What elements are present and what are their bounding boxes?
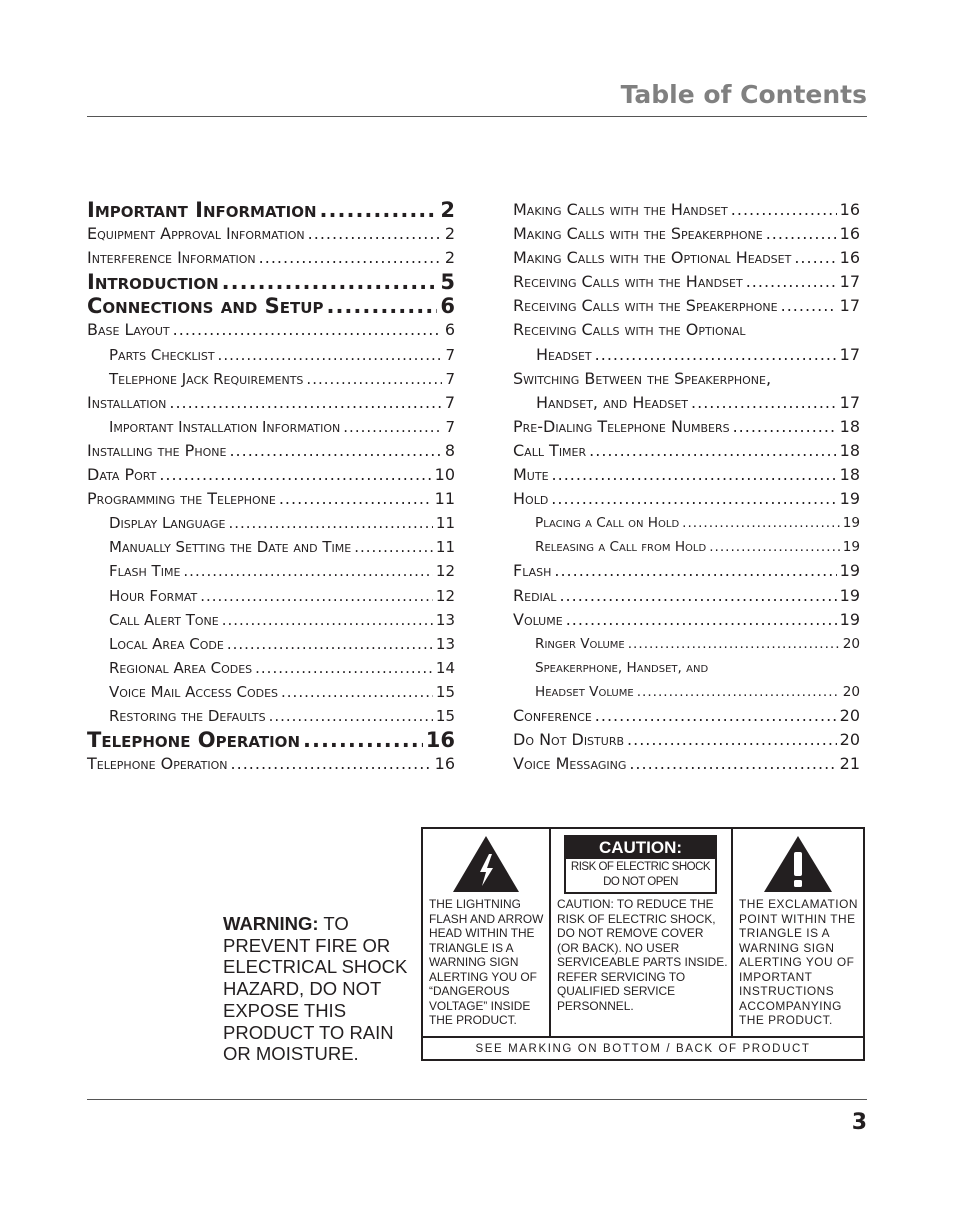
toc-entry-title: Do Not Disturb xyxy=(513,730,625,750)
toc-entry xyxy=(513,584,860,608)
toc-leader-dots xyxy=(227,632,433,656)
toc-entry xyxy=(513,535,860,559)
toc-leader-dots xyxy=(554,559,836,583)
caution-subtext xyxy=(566,859,715,892)
toc-entry-page: 6 xyxy=(440,294,455,319)
toc-entry xyxy=(87,608,455,632)
toc-leader-dots xyxy=(320,198,438,222)
toc-entry-title: Telephone Operation xyxy=(87,728,300,753)
toc-entry-title: Hold xyxy=(513,489,549,509)
toc-entry xyxy=(87,535,455,559)
toc-entry xyxy=(87,632,455,656)
page-number: 3 xyxy=(851,1110,867,1135)
toc-entry xyxy=(87,559,455,583)
toc-entry-page: 2 xyxy=(444,224,455,244)
toc-leader-dots xyxy=(279,487,432,511)
toc-entry-title: Handset, and Headset xyxy=(536,392,689,412)
toc-entry-title: Connections and Setup xyxy=(87,294,324,319)
toc-leader-dots xyxy=(637,680,840,704)
toc-leader-dots xyxy=(627,728,837,752)
toc-entry xyxy=(513,728,860,752)
toc-entry-page: 8 xyxy=(444,440,455,460)
toc-leader-dots xyxy=(709,535,840,559)
toc-entry-page: 12 xyxy=(435,562,455,581)
toc-entry-title: Volume xyxy=(513,609,563,629)
exclamation-panel-text: THE EXCLAMATION POINT WITHIN THE TRIANGLE IS A WARNING SIGN ALERTING YOU OF IMPORTANT INSTRUCTIONS ACCOMPANYING THE PRODUCT. xyxy=(739,897,858,1027)
toc-entry-page: 16 xyxy=(434,754,455,774)
toc-entry xyxy=(87,343,455,367)
toc-entry-title: Regional Area Codes xyxy=(109,658,253,677)
toc-leader-dots xyxy=(303,728,423,752)
toc-entry xyxy=(87,294,455,318)
toc-entry-title: Receiving Calls with the Optional xyxy=(513,320,746,340)
toc-entry-title: Placing a Call on Hold xyxy=(535,515,680,532)
toc-entry-page: 16 xyxy=(839,224,860,244)
toc-entry xyxy=(87,728,455,752)
toc-entry-title: Interference Information xyxy=(87,248,256,268)
toc-entry xyxy=(513,439,860,463)
toc-entry-page: 17 xyxy=(839,296,860,316)
toc-entry-page: 7 xyxy=(445,417,455,436)
toc-entry xyxy=(513,391,860,415)
toc-entry-page: 16 xyxy=(839,200,860,219)
toc-entry xyxy=(87,391,455,415)
toc-leader-dots xyxy=(733,415,837,439)
toc-entry-title: Pre-Dialing Telephone Numbers xyxy=(513,416,730,436)
toc-entry-title: Switching Between the Speakerphone, xyxy=(513,368,772,388)
caution-label-box xyxy=(564,835,717,894)
caution-sub-line-2: DO NOT OPEN xyxy=(603,876,678,888)
toc-leader-dots xyxy=(229,439,441,463)
header-rule xyxy=(87,116,867,117)
toc-leader-dots xyxy=(731,198,837,222)
toc-entry xyxy=(513,511,860,535)
toc-entry xyxy=(87,198,455,222)
toc-entry-title: Redial xyxy=(513,585,557,605)
toc-entry xyxy=(513,318,860,342)
toc-entry-title: Call Timer xyxy=(513,440,587,460)
toc-entry-title: Call Alert Tone xyxy=(109,610,219,629)
toc-entry xyxy=(87,511,455,535)
toc-entry-title: Voice Mail Access Codes xyxy=(109,682,279,701)
toc-entry-title: Making Calls with the Optional Headset xyxy=(513,248,792,268)
exclamation-triangle-icon xyxy=(762,834,834,894)
toc-entry-title: Important Installation Information xyxy=(109,417,341,436)
caution-panel xyxy=(551,829,733,1036)
toc-entry xyxy=(513,198,860,222)
toc-leader-dots xyxy=(559,584,836,608)
toc-entry-title: Speakerphone, Handset, and xyxy=(535,659,709,676)
toc-entry-page: 19 xyxy=(839,489,860,509)
toc-entry-title: Data Port xyxy=(87,465,157,485)
toc-leader-dots xyxy=(566,608,837,632)
toc-leader-dots xyxy=(682,511,840,535)
toc-leader-dots xyxy=(343,415,442,439)
toc-entry-page: 20 xyxy=(839,705,860,725)
toc-leader-dots xyxy=(173,318,442,342)
toc-entry-page: 18 xyxy=(839,465,860,485)
toc-entry xyxy=(87,752,455,776)
toc-entry-page: 6 xyxy=(444,320,455,340)
toc-entry-title: Mute xyxy=(513,465,549,485)
toc-entry-page: 2 xyxy=(444,248,455,268)
toc-leader-dots xyxy=(628,632,840,656)
toc-entry-title: Important Information xyxy=(87,198,317,222)
toc-leader-dots xyxy=(281,680,433,704)
toc-leader-dots xyxy=(159,463,431,487)
toc-entry xyxy=(513,487,860,511)
toc-entry-title: Making Calls with the Speakerphone xyxy=(513,224,763,244)
toc-leader-dots xyxy=(354,535,433,559)
toc-leader-dots xyxy=(231,752,432,776)
toc-entry-page: 2 xyxy=(440,198,455,222)
toc-leader-dots xyxy=(222,608,433,632)
warning-label: WARNING: xyxy=(223,913,319,934)
toc-entry-page: 5 xyxy=(440,270,455,295)
toc-entry-title: Restoring the Defaults xyxy=(109,706,266,725)
caution-sub-line-1: RISK OF ELECTRIC SHOCK xyxy=(570,861,711,873)
toc-entry-page: 11 xyxy=(435,538,455,557)
toc-entry-title: Introduction xyxy=(87,270,219,295)
toc-entry-title: Installation xyxy=(87,392,167,412)
toc-entry xyxy=(513,415,860,439)
toc-entry-page: 18 xyxy=(839,416,860,436)
toc-leader-dots xyxy=(306,367,442,391)
toc-entry xyxy=(87,584,455,608)
toc-entry xyxy=(87,222,455,246)
warning-notice xyxy=(223,913,418,1065)
toc-entry-title: Equipment Approval Information xyxy=(87,224,305,244)
lightning-panel-text: THE LIGHTNING FLASH AND ARROW HEAD WITHIN THE TRIANGLE IS A WARNING SIGN ALERTING YOU OF “DANGEROUS VOLTAGE” INSIDE THE PRODUCT. xyxy=(429,897,544,1027)
toc-entry-title: Headset xyxy=(536,344,592,364)
toc-entry-page: 19 xyxy=(839,609,860,629)
toc-entry-title: Manually Setting the Date and Time xyxy=(109,538,352,557)
exclamation-panel xyxy=(733,829,863,1036)
toc-leader-dots xyxy=(255,656,433,680)
toc-entry-title: Receiving Calls with the Handset xyxy=(513,272,743,292)
toc-entry-page: 17 xyxy=(839,392,860,412)
toc-entry xyxy=(513,704,860,728)
toc-leader-dots xyxy=(551,487,836,511)
toc-leader-dots xyxy=(200,584,433,608)
toc-entry-page: 12 xyxy=(435,586,455,605)
toc-leader-dots xyxy=(552,463,837,487)
toc-entry-page: 17 xyxy=(839,272,860,292)
toc-entry-title: Flash xyxy=(513,561,552,581)
toc-entry-title: Voice Messaging xyxy=(513,754,627,774)
toc-entry xyxy=(87,704,455,728)
toc-entry-page: 19 xyxy=(842,539,860,556)
caution-footer: SEE MARKING ON BOTTOM / BACK OF PRODUCT xyxy=(423,1036,863,1059)
toc-entry-page: 13 xyxy=(435,610,455,629)
toc-entry-page: 18 xyxy=(839,440,860,460)
toc-leader-dots xyxy=(794,246,836,270)
toc-entry-title: Programming the Telephone xyxy=(87,489,276,509)
toc-entry-title: Making Calls with the Handset xyxy=(513,200,728,219)
toc-leader-dots xyxy=(169,391,441,415)
toc-leader-dots xyxy=(259,246,442,270)
toc-entry xyxy=(513,632,860,656)
toc-entry-page: 7 xyxy=(445,345,455,364)
toc-entry-title: Ringer Volume xyxy=(535,635,625,652)
toc-leader-dots xyxy=(218,343,443,367)
toc-entry xyxy=(87,487,455,511)
toc-entry xyxy=(513,608,860,632)
toc-entry xyxy=(87,439,455,463)
toc-leader-dots xyxy=(589,439,836,463)
toc-entry-page: 20 xyxy=(839,730,860,750)
toc-leader-dots xyxy=(222,270,438,294)
toc-entry xyxy=(87,415,455,439)
toc-entry xyxy=(513,656,860,680)
toc-leader-dots xyxy=(183,559,433,583)
toc-entry-page: 14 xyxy=(435,658,455,677)
caution-panel-text: CAUTION: TO REDUCE THE RISK OF ELECTRIC SHOCK, DO NOT REMOVE COVER (OR BACK). NO USER SERVICEABLE PARTS INSIDE. REFER SERVICING TO QUALIFIED SERVICE PERSONNEL. xyxy=(557,897,728,1013)
toc-entry-title: Base Layout xyxy=(87,320,170,340)
toc-entry xyxy=(513,463,860,487)
toc-entry-page: 19 xyxy=(839,585,860,605)
warning-text: TO PREVENT FIRE OR ELECTRICAL SHOCK HAZARD, DO NOT EXPOSE THIS PRODUCT TO RAIN OR MOISTURE. xyxy=(223,913,408,1065)
toc-entry-title: Installing the Phone xyxy=(87,440,227,460)
toc-leader-dots xyxy=(746,270,837,294)
toc-entry-page: 20 xyxy=(842,683,860,700)
toc-entry-title: Hour Format xyxy=(109,586,198,605)
toc-entry xyxy=(87,680,455,704)
toc-entry xyxy=(513,559,860,583)
toc-leader-dots xyxy=(629,752,836,776)
lightning-triangle-icon xyxy=(451,834,521,894)
toc-entry-page: 7 xyxy=(445,369,455,388)
toc-entry-page: 15 xyxy=(435,706,455,725)
toc-entry-page: 21 xyxy=(839,754,860,774)
caution-box xyxy=(421,827,865,1061)
toc-entry xyxy=(87,246,455,270)
toc-entry-page: 11 xyxy=(434,489,455,509)
toc-entry xyxy=(87,367,455,391)
toc-entry-title: Display Language xyxy=(109,514,226,533)
toc-entry xyxy=(513,294,860,318)
toc-entry-page: 11 xyxy=(435,514,455,533)
toc-leader-dots xyxy=(691,391,837,415)
toc-entry-title: Flash Time xyxy=(109,562,181,581)
toc-entry-page: 15 xyxy=(435,682,455,701)
toc-entry-title: Telephone Operation xyxy=(87,754,228,774)
toc-entry-title: Parts Checklist xyxy=(109,345,215,364)
toc-left-column xyxy=(87,198,455,776)
toc-entry xyxy=(513,343,860,367)
footer-rule xyxy=(87,1099,867,1100)
toc-entry-title: Local Area Code xyxy=(109,634,224,653)
toc-entry-title: Conference xyxy=(513,705,592,725)
toc-entry xyxy=(87,270,455,294)
toc-entry xyxy=(87,318,455,342)
toc-entry xyxy=(513,752,860,776)
toc-leader-dots xyxy=(269,704,433,728)
toc-entry-page: 19 xyxy=(839,561,860,581)
toc-leader-dots xyxy=(228,511,432,535)
toc-entry-page: 10 xyxy=(434,465,455,485)
toc-leader-dots xyxy=(595,343,837,367)
toc-entry xyxy=(513,680,860,704)
toc-entry xyxy=(513,222,860,246)
toc-leader-dots xyxy=(308,222,442,246)
toc-entry xyxy=(513,270,860,294)
lightning-panel xyxy=(423,829,551,1036)
toc-entry-page: 17 xyxy=(839,344,860,364)
toc-entry-page: 19 xyxy=(842,515,860,532)
toc-leader-dots xyxy=(595,704,837,728)
toc-entry-page: 16 xyxy=(839,248,860,268)
page-title: Table of Contents xyxy=(620,80,867,109)
toc-entry-title: Headset Volume xyxy=(535,683,634,700)
toc-entry xyxy=(513,246,860,270)
toc-entry-page: 7 xyxy=(444,392,455,412)
toc-right-column xyxy=(513,198,860,776)
toc-entry xyxy=(513,367,860,391)
toc-leader-dots xyxy=(326,294,437,318)
toc-entry-title: Releasing a Call from Hold xyxy=(535,539,707,556)
toc-entry xyxy=(87,656,455,680)
toc-leader-dots xyxy=(766,222,837,246)
toc-entry-page: 13 xyxy=(435,634,455,653)
toc-entry xyxy=(87,463,455,487)
caution-label: CAUTION: xyxy=(566,837,715,859)
toc-entry-page: 16 xyxy=(425,728,455,753)
toc-entry-title: Telephone Jack Requirements xyxy=(109,369,304,388)
toc-leader-dots xyxy=(781,294,837,318)
toc-entry-page: 20 xyxy=(842,635,860,652)
toc-entry-title: Receiving Calls with the Speakerphone xyxy=(513,296,778,316)
